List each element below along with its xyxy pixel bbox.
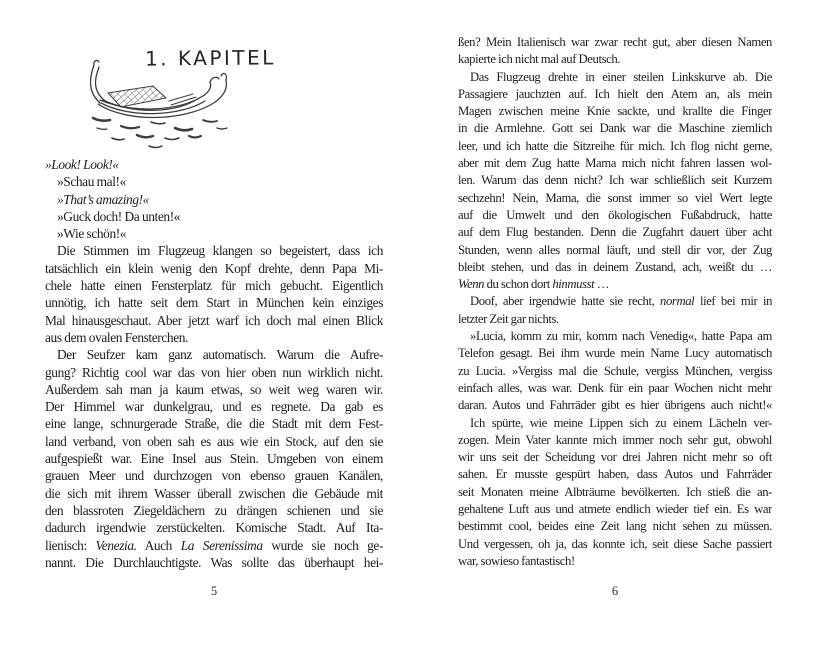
right-page xyxy=(458,0,772,648)
text-line: zu Lucia. »Vergiss mal die Schule, vergiss München, vergiss xyxy=(458,363,772,378)
text-line: tatsächlich ein klein wenig den Kopf drehte, denn Papa Mi- xyxy=(45,260,383,276)
text-line: gehaltene Luft aus und atmete endlich wieder tief ein. Es war xyxy=(458,502,772,517)
text-line: unnötig, ich hatte seit dem Start in München kein einziges xyxy=(45,295,383,311)
text-line: »Guck doch! Da unten!« xyxy=(57,208,181,224)
text-line: ßen? Mein Italienisch war zwar recht gut, aber diesen Namen xyxy=(458,35,772,49)
text-line: bestimmt cool, beides eine Zeit lang nicht sehen zu müssen. xyxy=(458,519,772,534)
text-line: aber mit dem Zug hatte Mama mich nicht fahren lassen wol- xyxy=(458,156,772,171)
text-line: Die Stimmen im Flugzeug klangen so begeistert, dass ich xyxy=(57,243,383,259)
text-line: »Lucia, komm zu mir, komm nach Venedig«, hatte Papa am xyxy=(470,329,772,344)
text-line: sahen. Er musste gespürt haben, dass Autos und Fahrräder xyxy=(458,467,772,482)
text-line: Stunden, wenn alles normal läuft, und stell dir vor, der Zug xyxy=(458,242,772,257)
text-line: den blassroten Ziegeldächern zu drängen schienen und sie xyxy=(45,502,383,518)
text-line: einfach alles, was war. Denk für ein paar Wochen nicht mehr xyxy=(458,380,772,395)
page-text xyxy=(45,156,383,571)
text-line: letzter Zeit gar nichts. xyxy=(458,311,559,326)
text-line: daran. Autos und Fahrräder gibt es hier übrigens auch nicht!« xyxy=(458,398,772,413)
gondola-illustration xyxy=(79,56,251,152)
text-line: leer, und ich hatte die Sitzreihe für mich. Ich flog nicht gerne, xyxy=(458,138,772,153)
text-line: »That’s amazing!« xyxy=(57,191,149,207)
text-line: »Wie schön!« xyxy=(57,226,127,242)
text-line: Außerdem sah man ja kaum etwas, so weit weg waren wir. xyxy=(45,381,383,397)
text-line: Ich spürte, wie meine Lippen sich zu einem Lächeln ver- xyxy=(470,415,772,430)
text-line: Und vergessen, oh ja, das konnte ich, seit diese Sache passiert xyxy=(458,536,772,551)
text-line: war, sowieso fantastisch! xyxy=(458,553,575,568)
text-line: wir uns seit der Scheidung vor drei Jahren nicht mehr so oft xyxy=(458,450,772,465)
text-line: »Schau mal!« xyxy=(57,174,126,190)
page-text xyxy=(458,34,772,570)
text-line: seit Monaten meine Albträume bevölkerten. Ich stieß die an- xyxy=(458,484,772,499)
page-number: 5 xyxy=(210,584,218,598)
text-line: auf die Umwelt und den ökologischen Fußabdruck, hatte xyxy=(458,207,772,222)
text-line: Wenn du schon dort hinmusst … xyxy=(458,277,610,292)
text-line: chele hatte einen Fensterplatz für mich gebucht. Eigentlich xyxy=(45,278,383,294)
text-line: land verband, von oben sah es aus wie ein Stock, auf den sie xyxy=(45,433,383,449)
text-line: die sich mit ihrem Wasser überall zwischen die Gebäude mit xyxy=(45,485,383,501)
text-line: Mal hinausgeschaut. Aber jetzt warf ich doch mal einen Blick xyxy=(45,312,383,328)
chapter-heading: 1. KAPITEL xyxy=(144,45,276,71)
text-line: Der Himmel war dunkelgrau, und es regnete. Da gab es xyxy=(45,399,383,415)
text-line: lienisch: Venezia. Auch La Serenissima wurde sie noch ge- xyxy=(45,537,383,553)
text-line: Der Seufzer kam ganz automatisch. Warum die Aufre- xyxy=(57,347,383,363)
text-line: sechzehn! Nein, Mama, die sonst immer so viel Wert legte xyxy=(458,190,772,205)
text-line: Passagiere jauchzten auf. Ich hielt den Atem an, als mein xyxy=(458,86,772,101)
text-line: kapierte ich nicht mal auf Deutsch. xyxy=(458,52,621,67)
text-line: zogen. Mein Vater kannte mich immer noch sehr gut, obwohl xyxy=(458,432,772,447)
text-line: aus dem ovalen Fensterchen. xyxy=(45,329,188,345)
text-line: dadurch irgendwie zerstückelten. Komische Stadt. Auf Ita- xyxy=(45,520,383,536)
text-line: aufgespießt war. Eine Insel aus Stein. Umgeben von einem xyxy=(45,451,383,467)
page-number: 6 xyxy=(611,584,619,598)
text-line: nannt. Die Durchlauchtigste. Was sollte das überhaupt hei- xyxy=(45,554,383,570)
text-line: len. Warum das denn nicht? Ich war schließlich seit Kurzem xyxy=(458,173,772,188)
text-line: »Look! Look!« xyxy=(45,157,119,172)
text-line: auf dem Flug bestanden. Denn die Zugfahrt dauert über acht xyxy=(458,225,772,240)
text-line: grauen Meer und durchzogen von ebenso grauen Kanälen, xyxy=(45,468,383,484)
text-line: Telefon gesagt. Bei ihm wurde mein Name Lucy automatisch xyxy=(458,346,772,361)
text-line: gung? Richtig cool war das von hier oben nun wirklich nicht. xyxy=(45,364,383,380)
text-line: Magen zwischen meine Knie sackte, und krallte die Finger xyxy=(458,104,772,119)
text-line: eine lange, schnurgerade Straße, die die Stadt mit dem Fest- xyxy=(45,416,383,432)
text-line: Das Flugzeug drehte in einer steilen Linkskurve ab. Die xyxy=(470,69,772,84)
left-page xyxy=(45,0,383,648)
text-line: Doof, aber irgendwie hatte sie recht, normal lief bei mir in xyxy=(470,294,772,309)
text-line: bleibt stehen, und das in deinem Zustand, ach, weißt du … xyxy=(458,259,772,274)
text-line: in die Armlehne. Gott sei Dank war die Maschine ziemlich xyxy=(458,121,772,136)
